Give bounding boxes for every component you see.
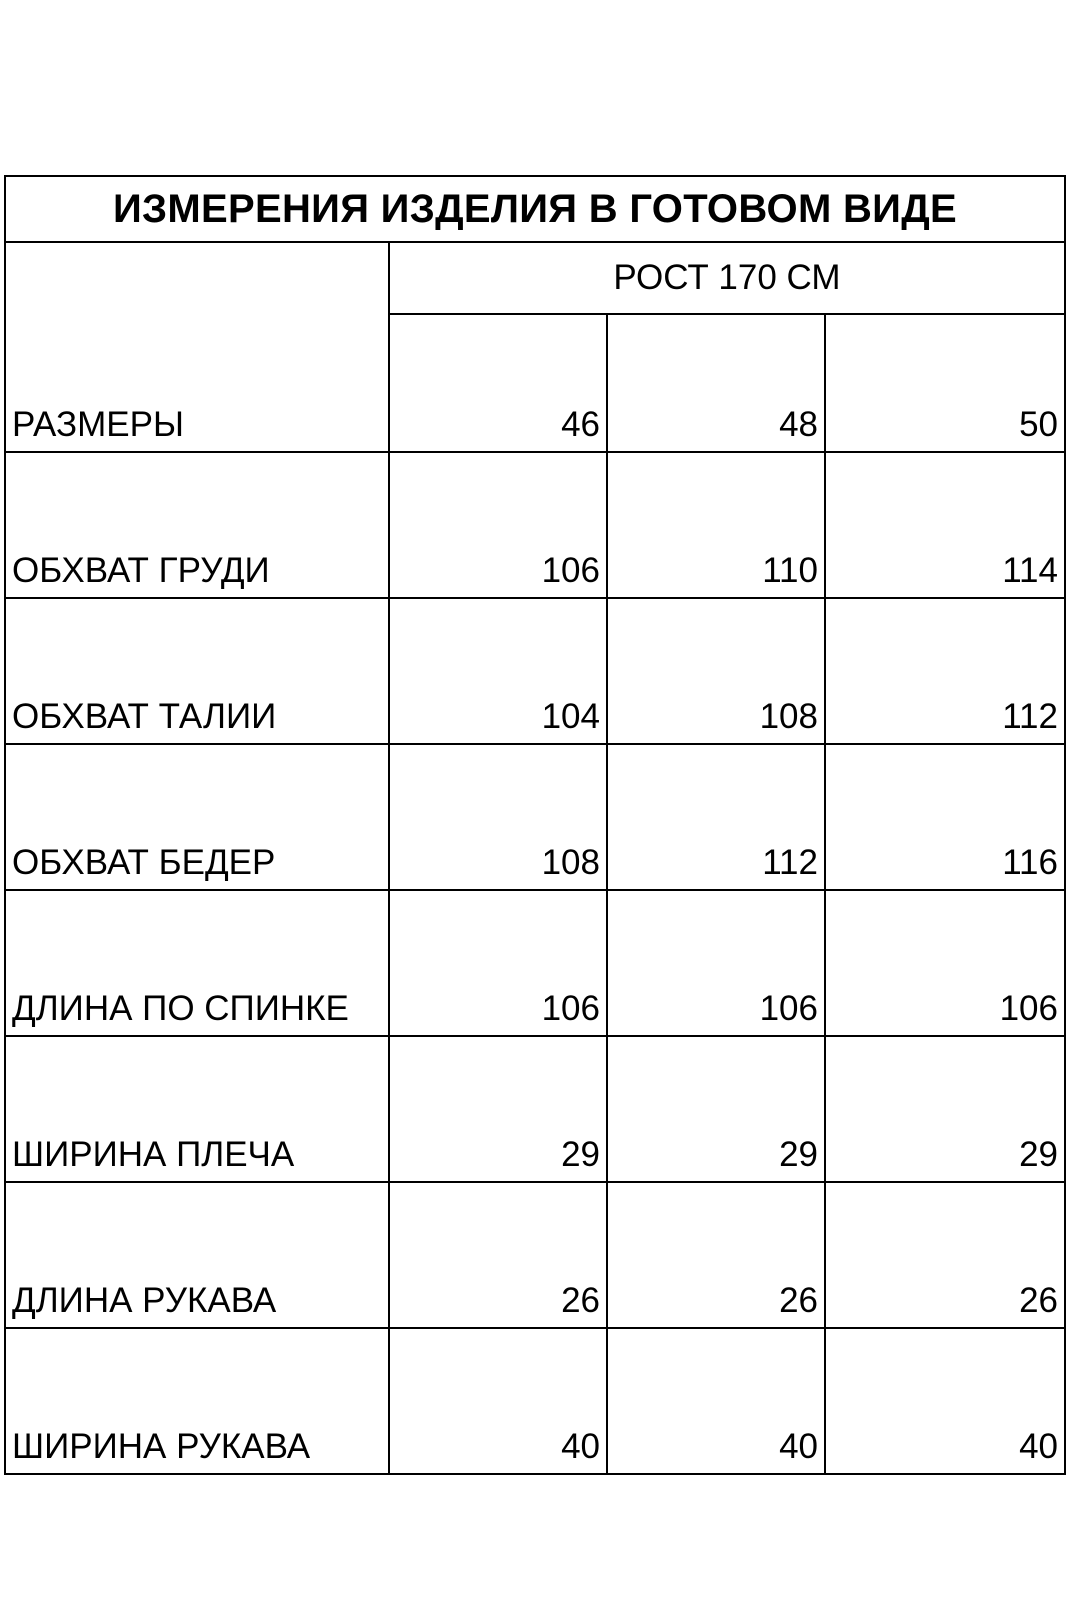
row-label: ДЛИНА РУКАВА <box>5 1182 389 1328</box>
measurement-value: 108 <box>389 744 607 890</box>
measurement-value: 29 <box>389 1036 607 1182</box>
sizes-label: РАЗМЕРЫ <box>5 242 389 452</box>
measurement-value: 106 <box>389 452 607 598</box>
height-label: РОСТ 170 СМ <box>389 242 1065 314</box>
table-row <box>5 1036 1065 1182</box>
size-value: 46 <box>389 314 607 452</box>
row-label: ШИРИНА ПЛЕЧА <box>5 1036 389 1182</box>
table-row <box>5 890 1065 1036</box>
size-chart-table <box>4 175 1066 1475</box>
row-label: ШИРИНА РУКАВА <box>5 1328 389 1474</box>
measurement-value: 104 <box>389 598 607 744</box>
table-row <box>5 1328 1065 1474</box>
row-label: ОБХВАТ БЕДЕР <box>5 744 389 890</box>
table-row <box>5 1182 1065 1328</box>
measurement-value: 26 <box>389 1182 607 1328</box>
measurement-value: 26 <box>607 1182 825 1328</box>
table-row <box>5 452 1065 598</box>
measurement-value: 106 <box>389 890 607 1036</box>
table-row <box>5 744 1065 890</box>
measurement-value: 106 <box>825 890 1065 1036</box>
measurement-value: 40 <box>389 1328 607 1474</box>
measurement-value: 108 <box>607 598 825 744</box>
measurement-value: 40 <box>825 1328 1065 1474</box>
measurement-value: 112 <box>607 744 825 890</box>
measurement-value: 29 <box>825 1036 1065 1182</box>
row-label: ОБХВАТ ГРУДИ <box>5 452 389 598</box>
measurement-value: 114 <box>825 452 1065 598</box>
table-title: ИЗМЕРЕНИЯ ИЗДЕЛИЯ В ГОТОВОМ ВИДЕ <box>5 176 1065 242</box>
measurement-value: 26 <box>825 1182 1065 1328</box>
measurement-value: 29 <box>607 1036 825 1182</box>
measurement-value: 40 <box>607 1328 825 1474</box>
row-label: ДЛИНА ПО СПИНКЕ <box>5 890 389 1036</box>
measurement-value: 106 <box>607 890 825 1036</box>
size-value: 48 <box>607 314 825 452</box>
measurement-value: 116 <box>825 744 1065 890</box>
row-label: ОБХВАТ ТАЛИИ <box>5 598 389 744</box>
size-value: 50 <box>825 314 1065 452</box>
table-row <box>5 598 1065 744</box>
measurement-value: 110 <box>607 452 825 598</box>
measurement-value: 112 <box>825 598 1065 744</box>
